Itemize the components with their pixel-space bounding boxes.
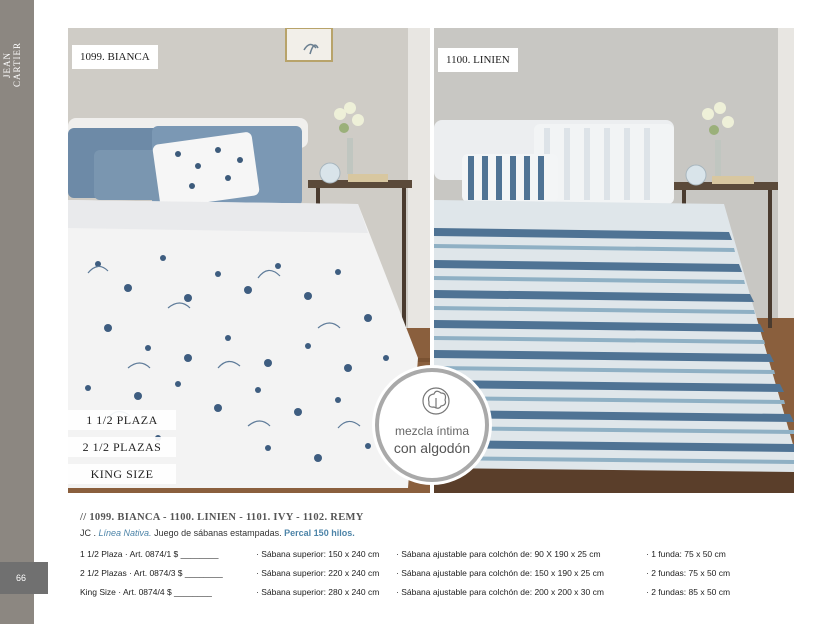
- fitted-sheet-size: · Sábana ajustable para colchón de: 200 x 200 x 30 cm: [396, 587, 604, 597]
- product-code-bianca: 1099. BIANCA: [72, 45, 158, 69]
- spec-row: [80, 549, 800, 561]
- product-description: [80, 528, 800, 538]
- cotton-blend-badge: [375, 368, 489, 482]
- badge-line-2: con algodón: [393, 440, 471, 456]
- brand-name: JEAN CARTIER: [2, 42, 22, 88]
- size-label-1-1-2: 1 1/2 PLAZA: [68, 410, 176, 430]
- pillowcase-size: · 2 fundas: 75 x 50 cm: [646, 568, 731, 578]
- product-codes-title: // 1099. BIANCA - 1100. LINIEN - 1101. IVY - 1102. REMY: [80, 512, 364, 523]
- fitted-sheet-size: · Sábana ajustable para colchón de: 150 x 190 x 25 cm: [396, 568, 604, 578]
- product-info: [80, 512, 800, 597]
- size-article: 1 1/2 Plaza · Art. 0874/1 $ ________: [80, 549, 219, 559]
- pillowcase-size: · 2 fundas: 85 x 50 cm: [646, 587, 731, 597]
- spec-row: [80, 587, 800, 599]
- product-code-linien: 1100. LINIEN: [438, 48, 518, 72]
- fitted-sheet-size: · Sábana ajustable para colchón de: 90 X 190 x 25 cm: [396, 549, 601, 559]
- cotton-icon: [421, 386, 451, 416]
- page-number: 66: [0, 562, 48, 594]
- size-label-2-1-2: 2 1/2 PLAZAS: [68, 437, 176, 457]
- pillowcase-size: · 1 funda: 75 x 50 cm: [646, 549, 726, 559]
- top-sheet-size: · Sábana superior: 280 x 240 cm: [256, 587, 380, 597]
- fabric-spec: Percal 150 hilos.: [284, 528, 355, 538]
- top-sheet-size: · Sábana superior: 220 x 240 cm: [256, 568, 380, 578]
- spec-row: [80, 568, 800, 580]
- size-article: King Size · Art. 0874/4 $ ________: [80, 587, 212, 597]
- description-text: Juego de sábanas estampadas.: [151, 528, 285, 538]
- top-sheet-size: · Sábana superior: 150 x 240 cm: [256, 549, 380, 559]
- product-line: Línea Nativa.: [98, 528, 152, 538]
- badge-line-1: mezcla íntima: [394, 424, 470, 438]
- sidebar: [0, 0, 34, 624]
- size-label-king: KING SIZE: [68, 464, 176, 484]
- size-article: 2 1/2 Plazas · Art. 0874/3 $ ________: [80, 568, 223, 578]
- brand-prefix: JC .: [80, 528, 99, 538]
